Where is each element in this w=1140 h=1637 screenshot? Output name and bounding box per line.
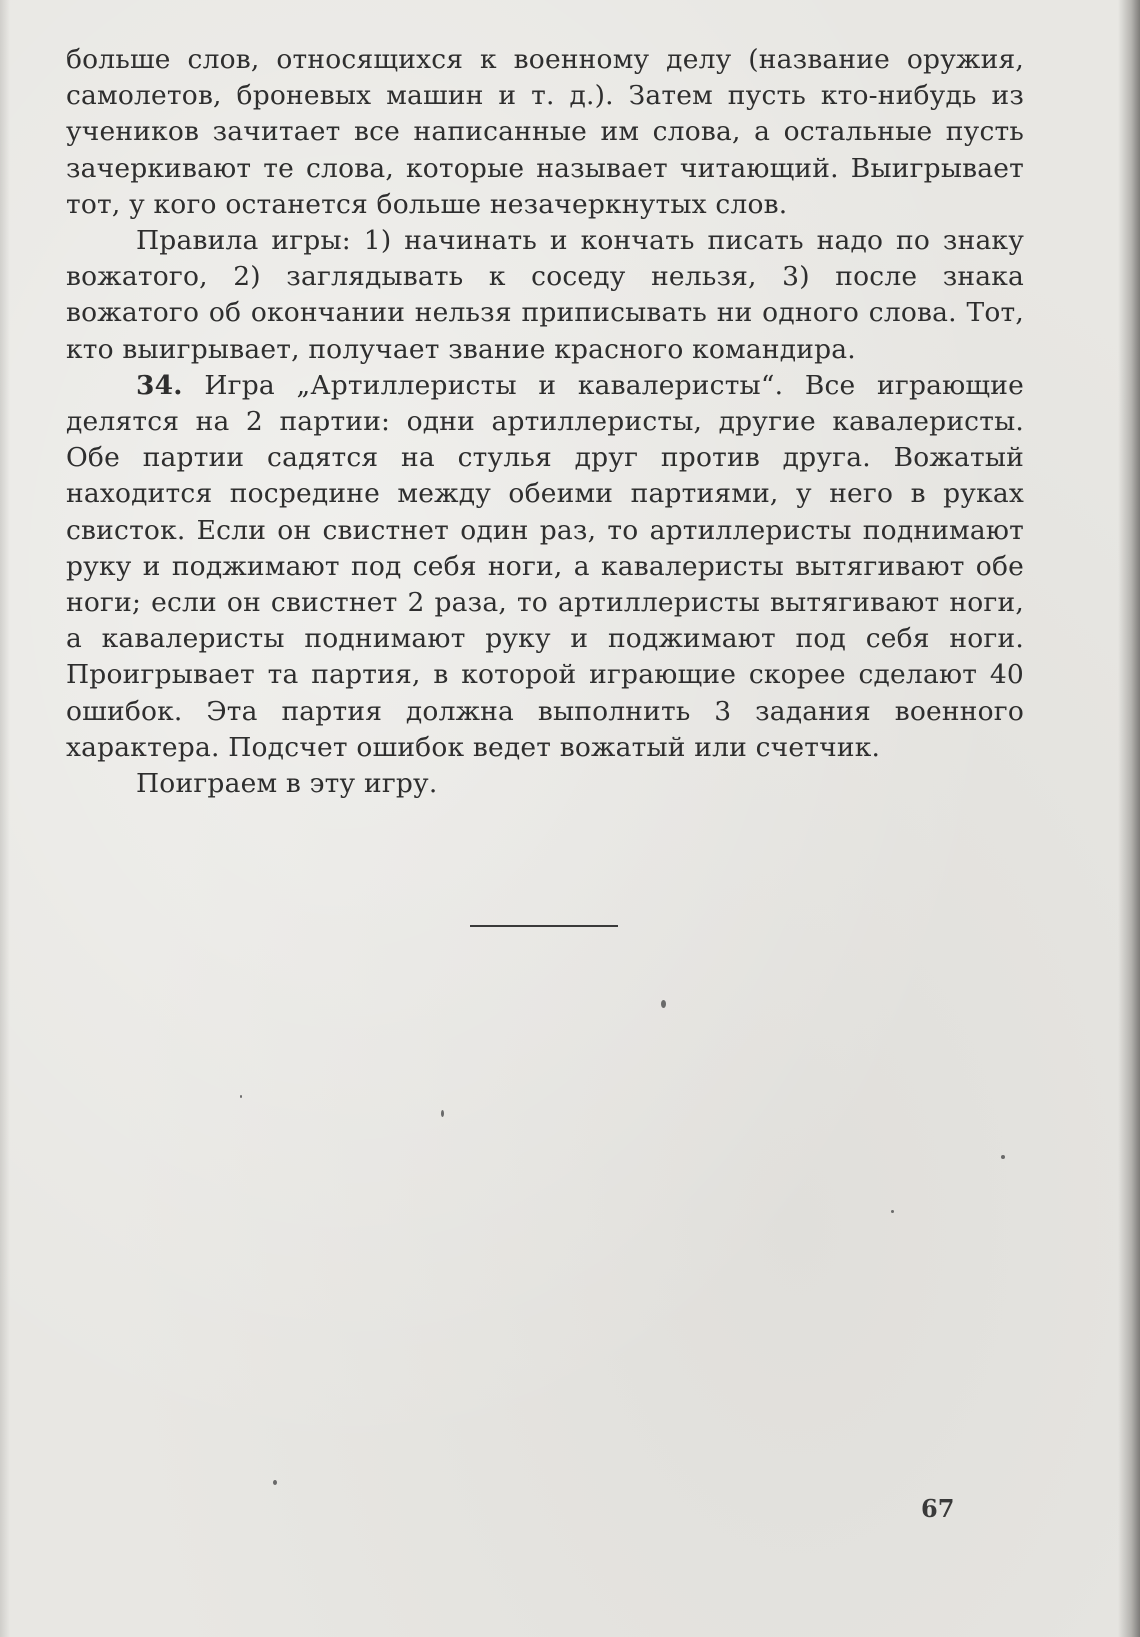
- page-left-edge-shadow: [0, 0, 10, 1637]
- paragraph-closing: [66, 766, 1024, 802]
- ink-speck: [273, 1480, 277, 1485]
- paragraph-text: больше слов, относящихся к военному делу (название оружия, самолетов, броневых машин и т. д.). Затем пусть кто-нибудь из учеников зачитает все написанные им слова, а остальные пусть зачеркивают те слова, которые называет читающий. Выигрывает тот, у кого останется больше незачеркнутых слов.: [66, 44, 1024, 220]
- section-divider-rule: [470, 925, 618, 927]
- paragraph-text: Правила игры: 1) начинать и кончать писать надо по знаку вожатого, 2) заглядывать к соседу нельзя, 3) после знака вожатого об окончании нельзя приписывать ни одного слова. Тот, кто выигрывает, получает звание красного командира.: [66, 225, 1024, 365]
- paragraph-game-34: [66, 368, 1024, 766]
- page-right-edge-shadow: [1118, 0, 1140, 1637]
- paragraph-text: Поиграем в эту игру.: [136, 768, 438, 800]
- ink-speck: [1001, 1155, 1005, 1159]
- page-number: 67: [921, 1494, 955, 1523]
- paragraph-game-rules: [66, 223, 1024, 368]
- ink-speck: [891, 1210, 894, 1213]
- ink-speck: [240, 1095, 242, 1098]
- body-text: [66, 42, 1024, 802]
- paragraph-text: Игра „Артиллеристы и кавалеристы“. Все играющие делятся на 2 партии: одни артиллеристы, другие кавалеристы. Обе партии садятся на стулья друг против друга. Вожатый находится посредине между обеими партиями, у него в руках свисток. Если он свистнет один раз, то артиллеристы поднимают руку и поджимают под себя ноги, а кавалеристы вытягивают обе ноги; если он свистнет 2 раза, то артиллеристы вытягивают ноги, а кавалеристы поднимают руку и поджимают под себя ноги. Проигрывает та партия, в которой играющие скорее сделают 40 ошибок. Эта партия должна выполнить 3 задания военного характера. Подсчет ошибок ведет вожатый или счетчик.: [66, 369, 1024, 763]
- ink-speck: [441, 1110, 444, 1117]
- paragraph-number: 34.: [136, 369, 183, 401]
- ink-speck: [661, 1000, 666, 1008]
- paragraph-words-game: [66, 42, 1024, 223]
